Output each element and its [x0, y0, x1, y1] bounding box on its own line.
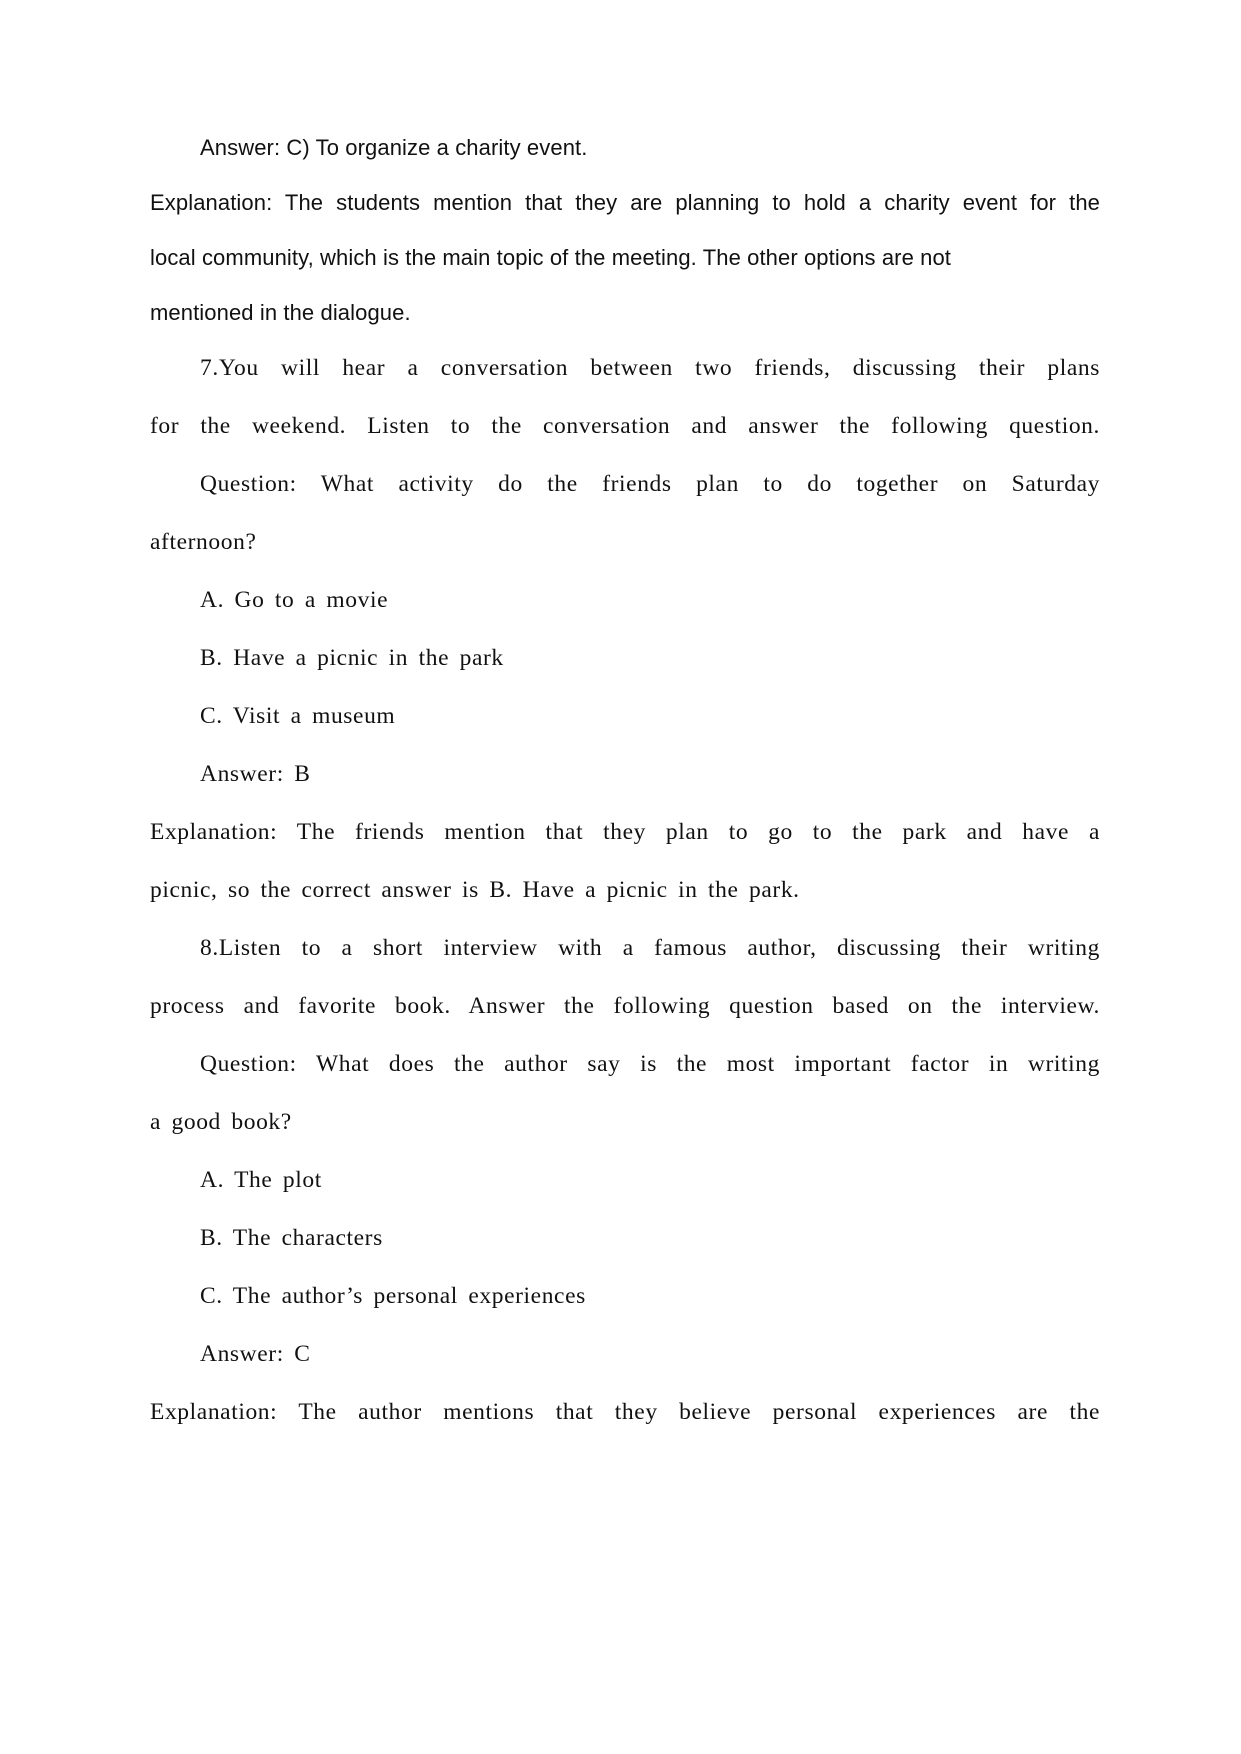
q8-explanation-line: Explanation: The author mentions that they believe personal experiences are the	[150, 1399, 1100, 1425]
q8-answer: Answer: C	[200, 1341, 311, 1367]
q7-question-line: afternoon?	[150, 529, 257, 555]
q7-question-line: Question: What activity do the friends plan to do together on Saturday	[200, 471, 1100, 497]
q7-explanation-line: picnic, so the correct answer is B. Have a picnic in the park.	[150, 877, 800, 903]
q7-option-b: B. Have a picnic in the park	[200, 645, 504, 671]
prev-explanation-line: mentioned in the dialogue.	[150, 300, 411, 325]
q7-prompt-line: for the weekend. Listen to the conversation and answer the following question.	[150, 413, 1100, 439]
q8-question-line: Question: What does the author say is the most important factor in writing	[200, 1051, 1100, 1077]
prev-answer: Answer: C) To organize a charity event.	[200, 135, 588, 160]
q8-option-b: B. The characters	[200, 1225, 383, 1251]
q8-question-line: a good book?	[150, 1109, 292, 1135]
q7-answer: Answer: B	[200, 761, 311, 787]
q8-option-c: C. The author’s personal experiences	[200, 1283, 586, 1309]
q7-option-c: C. Visit a museum	[200, 703, 396, 729]
q8-prompt-line: 8.Listen to a short interview with a famous author, discussing their writing	[200, 935, 1100, 961]
prev-explanation-line: local community, which is the main topic of the meeting. The other options are not	[150, 245, 952, 270]
q7-option-a: A. Go to a movie	[200, 587, 389, 613]
q8-option-a: A. The plot	[200, 1167, 322, 1193]
q7-explanation-line: Explanation: The friends mention that they plan to go to the park and have a	[150, 819, 1100, 845]
q8-prompt-line: process and favorite book. Answer the following question based on the interview.	[150, 993, 1100, 1019]
prev-explanation-line: Explanation: The students mention that they are planning to hold a charity event for the	[150, 190, 1100, 215]
q7-prompt-line: 7.You will hear a conversation between two friends, discussing their plans	[200, 355, 1100, 381]
